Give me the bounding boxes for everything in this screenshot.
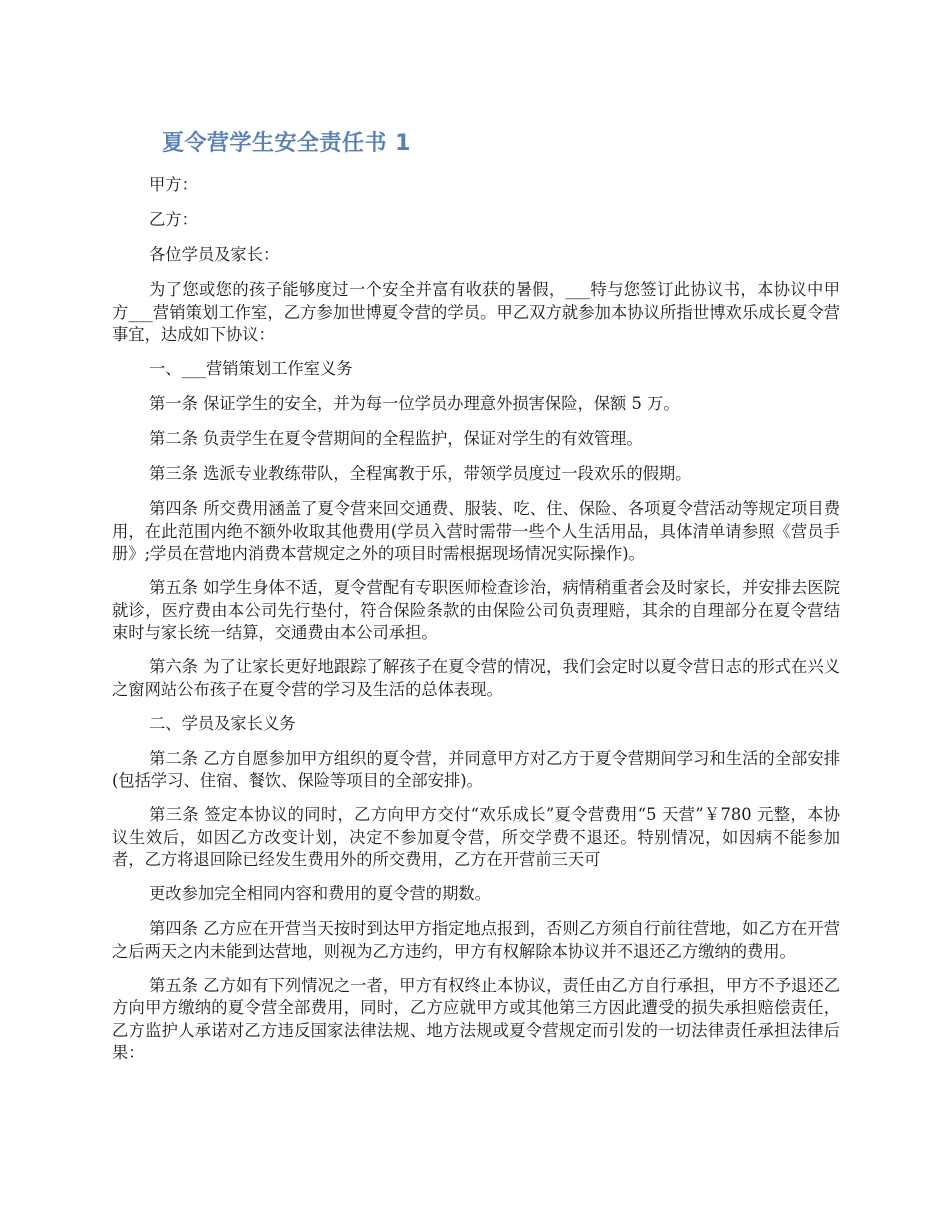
- section-heading-student-duties: 二、学员及家长义务: [149, 713, 296, 733]
- intro-paragraph: 为了您或您的孩子能够度过一个安全并富有收获的暑假，___特与您签订此协议书，本协议中甲方___营销策划工作室，乙方参加世博夏令营的学员。甲乙双方就参加本协议所指世博欢乐成长夏令营事宜，达成如下协议：: [112, 280, 840, 344]
- section-heading-organizer-duties: 一、___营销策划工作室义务: [149, 359, 353, 378]
- party-b-line: 乙方：: [149, 210, 198, 229]
- party-a-line: 甲方：: [149, 175, 198, 194]
- clause-1-5: 第五条 如学生身体不适，夏令营配有专职医师检查诊治，病情稍重者会及时家长，并安排去医院就诊，医疗费由本公司先行垫付，符合保险条款的由保险公司负责理赔，其余的自理部分在夏令营结束时与家长统一结算，交通费由本公司承担。: [112, 578, 840, 642]
- clause-2-5: 第五条 乙方如有下列情况之一者，甲方有权终止本协议，责任由乙方自行承担，甲方不予退还乙方向甲方缴纳的夏令营全部费用，同时，乙方应就甲方或其他第三方因此遭受的损失承担赔偿责任，乙方监护人承诺对乙方违反国家法律法规、地方法规或夏令营规定而引发的一切法律责任承担法律后果：: [112, 975, 840, 1062]
- clause-2-3: 第三条 签定本协议的同时，乙方向甲方交付“欢乐成长”夏令营费用“5 天营”￥780 元整，本协议生效后，如因乙方改变计划，决定不参加夏令营，所交学费不退还。特别情况，如因病不能参加者，乙方将退回除已经发生费用外的所交费用，乙方在开营前三天可: [112, 805, 840, 869]
- clause-1-3: 第三条 选派专业教练带队，全程寓教于乐，带领学员度过一段欢乐的假期。: [149, 464, 692, 483]
- salutation: 各位学员及家长：: [149, 245, 280, 264]
- clause-1-4: 第四条 所交费用涵盖了夏令营来回交通费、服装、吃、住、保险、各项夏令营活动等规定项目费用，在此范围内绝不额外收取其他费用(学员入营时需带一些个人生活用品，具体清单请参照《营员手册》;学员在营地内消费本营规定之外的项目时需根据现场情况实际操作)。: [112, 499, 840, 563]
- clause-1-6: 第六条 为了让家长更好地跟踪了解孩子在夏令营的情况，我们会定时以夏令营日志的形式在兴义之窗网站公布孩子在夏令营的学习及生活的总体表现。: [112, 657, 840, 699]
- document-title: 夏令营学生安全责任书 1: [162, 131, 411, 156]
- clause-2-2: 第二条 乙方自愿参加甲方组织的夏令营，并同意甲方对乙方于夏令营期间学习和生活的全部安排(包括学习、住宿、餐饮、保险等项目的全部安排)。: [112, 748, 840, 790]
- clause-2-3-continued: 更改参加完全相同内容和费用的夏令营的期数。: [149, 884, 491, 903]
- clause-1-2: 第二条 负责学生在夏令营期间的全程监护，保证对学生的有效管理。: [149, 429, 643, 448]
- clause-2-4: 第四条 乙方应在开营当天按时到达甲方指定地点报到，否则乙方须自行前往营地，如乙方在开营之后两天之内未能到达营地，则视为乙方违约，甲方有权解除本协议并不退还乙方缴纳的费用。: [112, 919, 840, 961]
- clause-1-1: 第一条 保证学生的安全，并为每一位学员办理意外损害保险，保额 5 万。: [149, 394, 680, 413]
